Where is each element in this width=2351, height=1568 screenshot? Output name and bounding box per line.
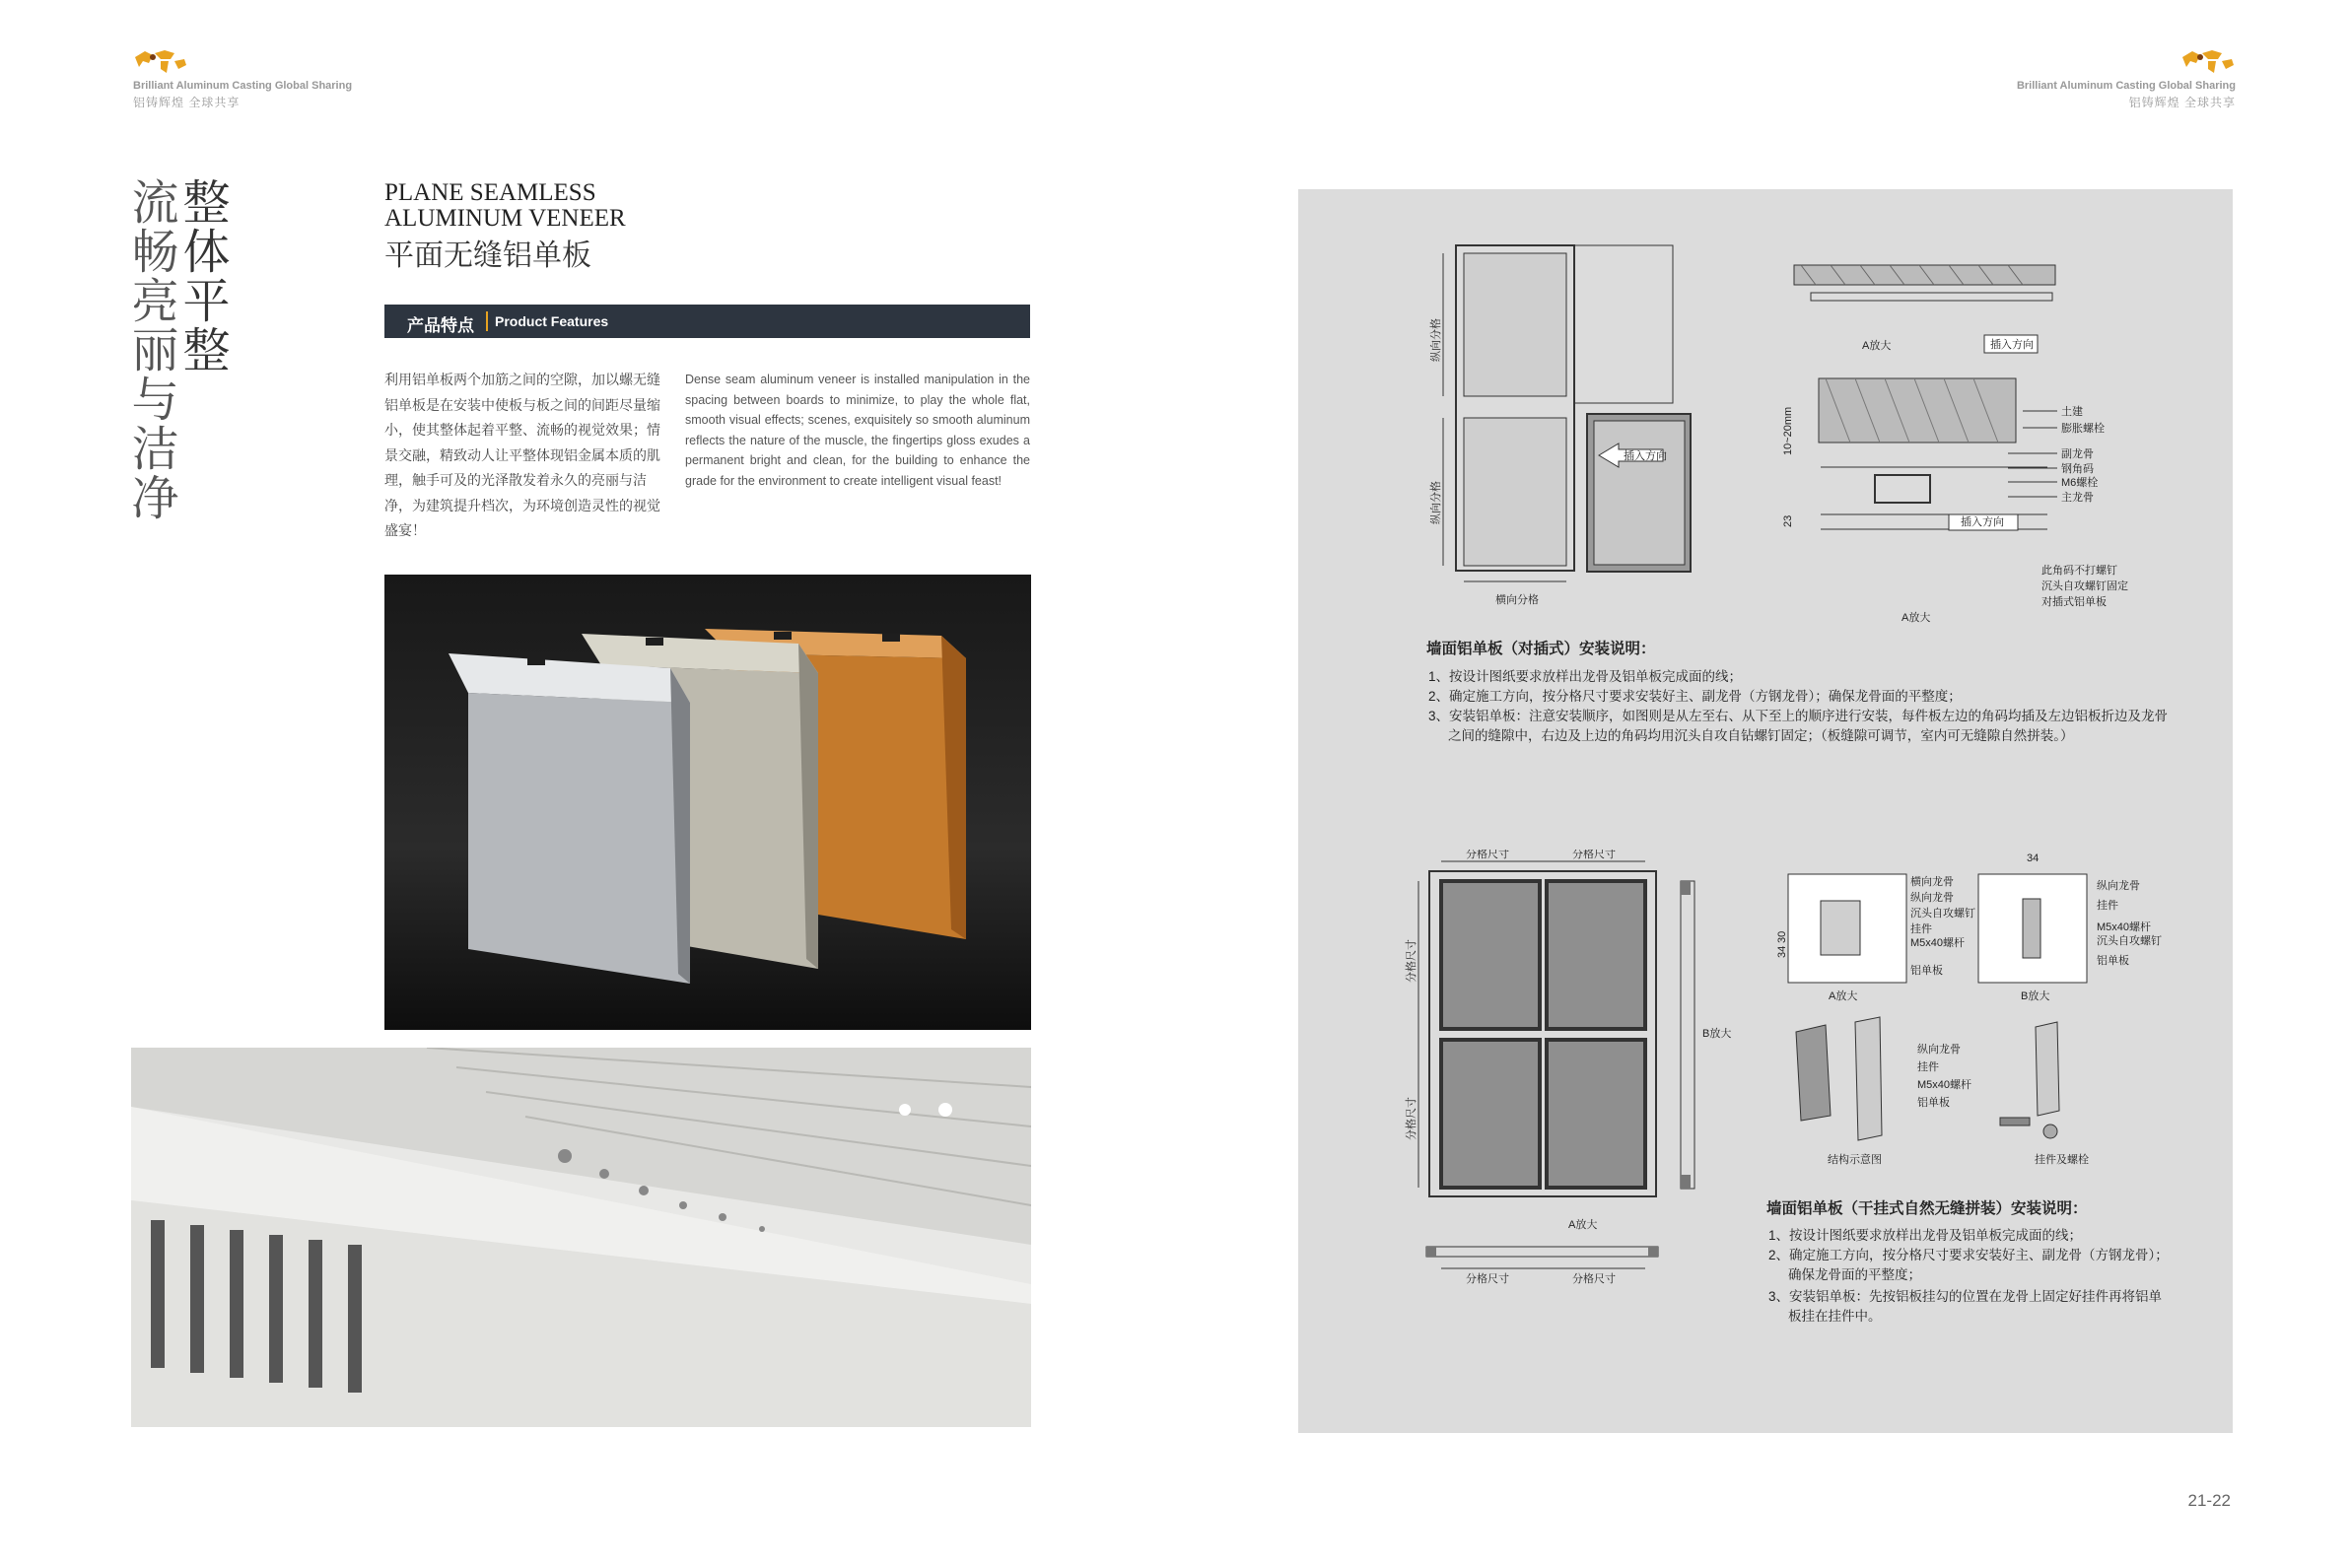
a-zoom-label-top: A放大: [1862, 340, 1892, 352]
part2-label-3: 对插式铝单板: [2041, 596, 2107, 608]
vertical-grid-label-1: 纵向分格: [1430, 318, 1442, 362]
note1-line2: 2、确定施工方向，按分格尺寸要求安装好主、副龙骨（方钢龙骨）；确保龙骨面的平整度；: [1428, 689, 1962, 704]
grid-size-top-1: 分格尺寸: [1466, 850, 1509, 860]
grid-size-top-2: 分格尺寸: [1572, 850, 1616, 860]
product-photo-panels: [384, 575, 1031, 1030]
grid-size-left-1: 分格尺寸: [1406, 939, 1418, 983]
struct-part-4: 铝单板: [1917, 1097, 1950, 1109]
part2-label-1: 此角码不打螺钉: [2041, 565, 2117, 577]
gap-dimension: 10~20mm: [1782, 406, 1794, 455]
a-part-5: M5x40螺杆: [1910, 937, 1966, 949]
a-part-1: 横向龙骨: [1910, 876, 1954, 888]
struct-part-2: 挂件: [1917, 1061, 1939, 1073]
struct-part-3: M5x40螺杆: [1917, 1079, 1972, 1091]
b-zoom-label-detail: B放大: [2021, 990, 2050, 1002]
part-label-4: 钢角码: [2061, 463, 2094, 475]
b-part-3: M5x40螺杆: [2097, 921, 2152, 933]
description-en: Dense seam aluminum veneer is installed manipulation in the spacing between boards to minimize, to play the whole flat, smooth visual effects; scenes, exquisitely so smooth aluminum reflects the nature of the muscle, the fingertips gloss exudes a permanent bright and clean, for the building to enhance the grade for the environment to create intelligent visual feast!: [685, 373, 1030, 488]
aluminum-panels-image: [384, 575, 1031, 1030]
insert-direction-label: 插入方向: [1624, 450, 1667, 462]
installation-panel: [1298, 189, 2233, 1433]
logo-tagline-en: Brilliant Aluminum Casting Global Sharing: [2016, 80, 2236, 92]
note2-title: 墙面铝单板（干挂式自然无缝拼装）安装说明：: [1766, 1200, 2088, 1217]
interior-photo-ceiling: [131, 1048, 1031, 1427]
note2-line4: 3、安装铝单板：先按铝板挂勾的位置在龙骨上固定好挂件再将铝单: [1768, 1289, 2163, 1304]
logo-tagline-cn: 铝铸辉煌 全球共享: [2128, 96, 2236, 109]
title-en-line2: ALUMINUM VENEER: [384, 205, 626, 232]
note2-line3: 确保龙骨面的平整度；: [1788, 1267, 1921, 1282]
a-zoom-label-strip: A放大: [1568, 1219, 1598, 1231]
note2-line2: 2、确定施工方向，按分格尺寸要求安装好主、副龙骨（方钢龙骨）；: [1768, 1248, 2169, 1262]
note1-line3: 3、安装铝单板：注意安装顺序，如图则是从左至右、从下至上的顺序进行安装，每件板左边的角码均插及左边铝板折边及龙骨: [1428, 709, 2169, 723]
note1-line4: 之间的缝隙中，右边及上边的角码均用沉头自攻自钻螺钉固定；（板缝隙可调节，室内可无缝隙自然拼装。）: [1448, 728, 2074, 743]
a-part-3: 沉头自攻螺钉: [1910, 908, 1975, 920]
a-part-4: 挂件: [1910, 923, 1932, 935]
part-label-6: 主龙骨: [2061, 492, 2094, 504]
world-map-icon: [131, 47, 190, 79]
feature-label-cn: 产品特点: [407, 316, 474, 335]
insert-direction-label-top: 插入方向: [1990, 339, 2034, 351]
a-zoom-label-detail: A放大: [1829, 990, 1858, 1002]
insert-direction-label-detail: 插入方向: [1961, 516, 2004, 528]
grid-size-bottom-2: 分格尺寸: [1572, 1273, 1616, 1285]
part-label-3: 副龙骨: [2061, 448, 2094, 460]
note2-line5: 板挂在挂件中。: [1788, 1309, 1882, 1324]
grid-size-bottom-1: 分格尺寸: [1466, 1273, 1509, 1285]
b-part-5: 铝单板: [2097, 955, 2129, 967]
world-map-icon: [2178, 47, 2238, 79]
diagram-plugin-installation: [1298, 189, 2233, 643]
feature-divider: [486, 311, 488, 331]
logo-tagline-cn: 铝铸辉煌 全球共享: [133, 96, 241, 109]
logo-tagline-en: Brilliant Aluminum Casting Global Sharing: [133, 80, 353, 92]
feature-bar: [384, 305, 1030, 338]
b-part-1: 纵向龙骨: [2097, 880, 2140, 892]
part2-label-2: 沉头自攻螺钉固定: [2041, 580, 2128, 592]
dimension-23: 23: [1782, 514, 1794, 527]
logo-right: [1999, 47, 2255, 109]
dim-34-b: 34: [2027, 852, 2040, 864]
struct-part-1: 纵向龙骨: [1917, 1044, 1961, 1056]
page-number: 21-22: [2187, 1491, 2231, 1510]
note1-title: 墙面铝单板（对插式）安装说明：: [1426, 641, 1656, 657]
grid-size-left-2: 分格尺寸: [1406, 1097, 1418, 1140]
dim-30-a: 30: [1776, 930, 1788, 943]
b-part-4: 沉头自攻螺钉: [2097, 935, 2162, 947]
vertical-grid-label-2: 纵向分格: [1430, 481, 1442, 524]
hook-caption: 挂件及螺栓: [2035, 1154, 2089, 1166]
vertical-title-2: 流畅亮丽与洁净: [123, 177, 178, 522]
a-part-2: 纵向龙骨: [1910, 892, 1954, 904]
logo-left: [131, 47, 387, 109]
title-cn: 平面无缝铝单板: [384, 239, 591, 273]
vertical-title-1: 整体平整: [174, 177, 230, 375]
note1-line1: 1、按设计图纸要求放样出龙骨及铝单板完成面的线；: [1428, 669, 1743, 684]
feature-label-en: Product Features: [495, 313, 609, 329]
b-part-2: 挂件: [2097, 900, 2118, 912]
note2-line1: 1、按设计图纸要求放样出龙骨及铝单板完成面的线；: [1768, 1228, 2083, 1243]
ceiling-interior-image: [131, 1048, 1031, 1427]
a-part-6: 铝单板: [1910, 965, 1943, 977]
struct-caption: 结构示意图: [1828, 1154, 1882, 1166]
part-label-1: 土建: [2061, 406, 2083, 418]
part-label-5: M6螺栓: [2061, 477, 2099, 489]
title-en-line1: PLANE SEAMLESS: [384, 179, 596, 206]
part-label-2: 膨胀螺栓: [2061, 423, 2105, 435]
dim-34-a: 34: [1776, 945, 1788, 958]
horizontal-grid-label: 横向分格: [1495, 594, 1539, 606]
b-zoom-label-side: B放大: [1702, 1028, 1732, 1040]
a-zoom-label-bottom: A放大: [1902, 612, 1931, 624]
diagram-hanging-installation: [1298, 850, 2233, 1204]
description-cn: 利用铝单板两个加筋之间的空隙，加以螺无缝铝单板是在安装中使板与板之间的间距尽量缩小，使其整体起着平整、流畅的视觉效果；情景交融，精致动人让平整体现铝金属本质的肌理，触手可及的光泽散发着永久的亮丽与洁净，为建筑提升档次，为环境创造灵性的视觉盛宴！: [384, 372, 660, 538]
